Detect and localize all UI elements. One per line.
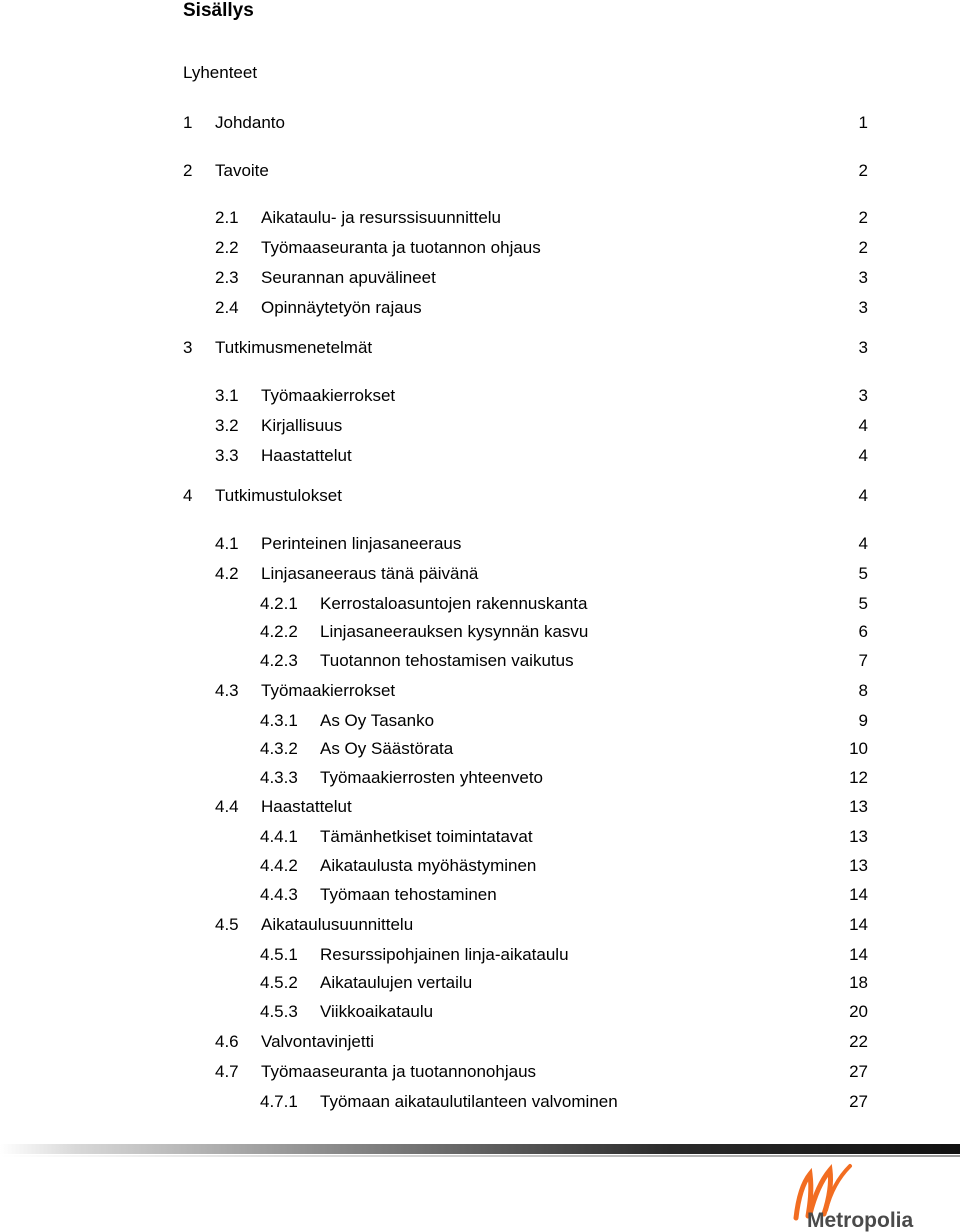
toc-entry — [0, 972, 960, 994]
toc-entry — [0, 563, 960, 585]
toc-entry-title: Aikataulu- ja resurssisuunnittelu — [261, 208, 502, 227]
toc-entry — [0, 207, 960, 229]
toc-entry — [0, 767, 960, 789]
toc-entry-page: 27 — [849, 1092, 868, 1111]
toc-entry-title: Aikataulusuunnittelu — [261, 915, 414, 934]
toc-entry-number: 4.5.1 — [260, 945, 298, 964]
toc-entry-title: Perinteinen linjasaneeraus — [261, 534, 462, 553]
toc-entry-number: 4.3.2 — [260, 739, 298, 758]
toc-entry-number: 4.4.1 — [260, 827, 298, 846]
toc-entry-page: 5 — [858, 594, 868, 613]
toc-entry-title: Työmaaseuranta ja tuotannon ohjaus — [261, 238, 541, 257]
toc-entry-title: Tutkimustulokset — [215, 486, 342, 505]
toc-entry-number: 3.3 — [215, 446, 239, 465]
toc-entry-title: Tutkimusmenetelmät — [215, 338, 373, 357]
toc-entry-number: 4.4.2 — [260, 856, 298, 875]
toc-entry — [0, 1061, 960, 1083]
toc-entry-number: 4.5 — [215, 915, 239, 934]
toc-entry-page: 3 — [858, 386, 868, 405]
toc-entry-title: Valvontavinjetti — [261, 1032, 375, 1051]
toc-entry-title: Haastattelut — [261, 797, 352, 816]
toc-entry-title: Työmaaseuranta ja tuotannonohjaus — [261, 1062, 537, 1081]
toc-entry — [0, 237, 960, 259]
toc-entry — [0, 62, 960, 84]
toc-entry-page: 20 — [849, 1002, 868, 1021]
toc-entry-page: 3 — [858, 268, 868, 287]
toc-entry-number: 4.3.1 — [260, 711, 298, 730]
toc-entry-number: 4.2 — [215, 564, 239, 583]
toc-entry-title: Aikataulusta myöhästyminen — [320, 856, 537, 875]
toc-entry-page: 1 — [858, 113, 868, 132]
toc-entry-title: Lyhenteet — [183, 63, 258, 82]
toc-entry-title: Viikkoaikataulu — [320, 1002, 434, 1021]
toc-entry — [0, 855, 960, 877]
toc-entry — [0, 445, 960, 467]
toc-entry-number: 4 — [183, 486, 193, 505]
toc-entry-page: 12 — [849, 768, 868, 787]
toc-entry — [0, 533, 960, 555]
toc-entry-page: 4 — [858, 446, 868, 465]
toc-entry-number: 4.4 — [215, 797, 239, 816]
toc-entry-title: Tavoite — [215, 161, 269, 180]
toc-entry-number: 3.2 — [215, 416, 239, 435]
toc-entry-number: 2.2 — [215, 238, 239, 257]
toc-entry — [0, 337, 960, 359]
toc-entry-number: 3.1 — [215, 386, 239, 405]
toc-entry-page: 8 — [858, 681, 868, 700]
toc-entry-number: 4.4.3 — [260, 885, 298, 904]
toc-entry — [0, 485, 960, 507]
toc-entry-number: 2.4 — [215, 298, 239, 317]
toc-entry-title: Kirjallisuus — [261, 416, 343, 435]
toc-entry-title: Aikataulujen vertailu — [320, 973, 473, 992]
toc-entry-title: Työmaakierrokset — [261, 681, 396, 700]
toc-entry-title: Työmaan aikataulutilanteen valvominen — [320, 1092, 618, 1111]
toc-entry-page: 22 — [849, 1032, 868, 1051]
toc-entry-page: 4 — [858, 416, 868, 435]
toc-entry-number: 4.2.2 — [260, 622, 298, 641]
toc-entry-title: Työmaakierrokset — [261, 386, 396, 405]
toc-entry-number: 4.2.1 — [260, 594, 298, 613]
toc-entry-page: 2 — [858, 208, 868, 227]
metropolia-logo-text: Metropolia — [807, 1209, 914, 1232]
toc-entry — [0, 680, 960, 702]
toc-entry-number: 2.1 — [215, 208, 239, 227]
toc-entry-title: Kerrostaloasuntojen rakennuskanta — [320, 594, 588, 613]
toc-entry-title: Linjasaneerauksen kysynnän kasvu — [320, 622, 589, 641]
toc-entry-title: Työmaan tehostaminen — [320, 885, 497, 904]
toc-entry — [0, 650, 960, 672]
toc-entry-number: 4.6 — [215, 1032, 239, 1051]
toc-entry-page: 4 — [858, 486, 868, 505]
toc-entry-number: 4.2.3 — [260, 651, 298, 670]
toc-entry — [0, 944, 960, 966]
toc-entry — [0, 796, 960, 818]
toc-entry-page: 10 — [849, 739, 868, 758]
toc-entry-number: 4.3 — [215, 681, 239, 700]
toc-entry-page: 3 — [858, 338, 868, 357]
toc-entry — [0, 826, 960, 848]
toc-entry-page: 2 — [858, 238, 868, 257]
toc-entry-title: Työmaakierrosten yhteenveto — [320, 768, 544, 787]
toc-entry-number: 4.5.2 — [260, 973, 298, 992]
toc-entry-title: Haastattelut — [261, 446, 352, 465]
metropolia-logo — [790, 1160, 930, 1232]
toc-entry-page: 13 — [849, 856, 868, 875]
toc-entry-page: 6 — [858, 622, 868, 641]
toc-entry-page: 2 — [858, 161, 868, 180]
toc-heading: Sisällys — [183, 0, 254, 21]
toc-entry-title: Tuotannon tehostamisen vaikutus — [320, 651, 574, 670]
toc-entry-page: 5 — [858, 564, 868, 583]
toc-entry-number: 4.7.1 — [260, 1092, 298, 1111]
toc-entry-title: Opinnäytetyön rajaus — [261, 298, 422, 317]
toc-entry-number: 4.5.3 — [260, 1002, 298, 1021]
toc-entry-title: As Oy Tasanko — [320, 711, 435, 730]
toc-entry-page: 3 — [858, 298, 868, 317]
toc-entry — [0, 710, 960, 732]
toc-entry-number: 3 — [183, 338, 193, 357]
toc-entry — [0, 884, 960, 906]
toc-entry-page: 14 — [849, 915, 868, 934]
toc-entry — [0, 112, 960, 134]
toc-entry-title: Linjasaneeraus tänä päivänä — [261, 564, 479, 583]
toc-entry — [0, 1091, 960, 1113]
toc-entry-number: 2.3 — [215, 268, 239, 287]
toc-entry-number: 1 — [183, 113, 193, 132]
toc-entry-page: 7 — [858, 651, 868, 670]
footer-bar-thin — [0, 1155, 960, 1157]
toc-entry-title: Seurannan apuvälineet — [261, 268, 436, 287]
toc-entry-page: 4 — [858, 534, 868, 553]
toc-entry — [0, 914, 960, 936]
toc-entry-number: 4.3.3 — [260, 768, 298, 787]
toc-entry-page: 14 — [849, 945, 868, 964]
footer-bar — [0, 1144, 960, 1154]
toc-entry-page: 18 — [849, 973, 868, 992]
toc-entry — [0, 1001, 960, 1023]
toc-entry-page: 13 — [849, 797, 868, 816]
toc-entry-number: 4.7 — [215, 1062, 239, 1081]
toc-entry — [0, 415, 960, 437]
toc-entry-number: 4.1 — [215, 534, 239, 553]
toc-entry-page: 13 — [849, 827, 868, 846]
toc-entry — [0, 1031, 960, 1053]
toc-entry-page: 14 — [849, 885, 868, 904]
toc-entry — [0, 385, 960, 407]
toc-entry-number: 2 — [183, 161, 193, 180]
toc-entry — [0, 267, 960, 289]
toc-entry — [0, 593, 960, 615]
toc-entry-title: Tämänhetkiset toimintatavat — [320, 827, 533, 846]
toc-entry-page: 27 — [849, 1062, 868, 1081]
toc-entry — [0, 297, 960, 319]
toc-entry-page: 9 — [858, 711, 868, 730]
toc-entry-title: Resurssipohjainen linja-aikataulu — [320, 945, 569, 964]
toc-entry-title: As Oy Säästörata — [320, 739, 454, 758]
toc-entry — [0, 160, 960, 182]
toc-entry — [0, 621, 960, 643]
toc-entry — [0, 738, 960, 760]
toc-entry-title: Johdanto — [215, 113, 285, 132]
